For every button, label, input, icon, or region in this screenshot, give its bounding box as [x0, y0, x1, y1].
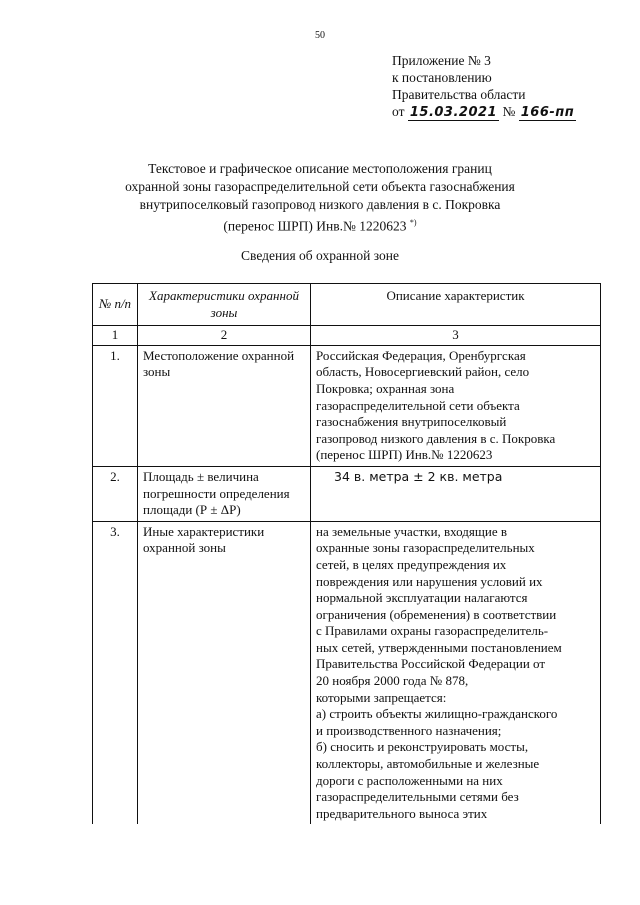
table-row [93, 521, 601, 824]
title-line-2: охранной зоны газораспределительной сети объекта газоснабжения [125, 179, 515, 194]
row-num: 3. [93, 521, 138, 824]
appendix-line-2: к постановлению [392, 70, 492, 85]
resolution-date: 15.03.2021 [409, 105, 498, 120]
row-description [311, 466, 601, 521]
row-description: Российская Федерация, Оренбургская область, Новосергиевский район, село Покровка; охранная зона газораспределительной сети объекта газоснабжения внутрипоселковый газопровод низкого давления в с. Покровка (перенос ШРП) Инв.№ 1220623 [311, 345, 601, 466]
title-line-4 [100, 214, 540, 236]
title-line-3: внутрипоселковый газопровод низкого давления в с. Покровка [139, 197, 501, 212]
number-label: № [502, 104, 516, 119]
header-characteristic: Характеристики охранной зоны [138, 284, 311, 326]
row-characteristic: Иные характеристики охранной зоны [138, 521, 311, 824]
appendix-block [392, 52, 622, 121]
area-value: 34 в. метра ± 2 кв. метра [334, 468, 503, 484]
table-row [93, 345, 601, 466]
title-line-4-text: (перенос ШРП) Инв.№ 1220623 [223, 218, 407, 234]
row-description: на земельные участки, входящие в охранные зоны газораспределительных сетей, в целях предупреждения их повреждения или нарушения условий их нормальной эксплуатации налагаются ограничения (обременения) в соответствии с Правилами охраны газораспределитель- ных сетей, утвержденными постановлением Правительства Российской Федерации от 20 ноября 2000 года № 878, которыми запрещается: а) строить объекты жилищно-гражданского и производственного назначения; б) сносить и реконструировать мосты, коллекторы, автомобильные и железные дороги с расположенными на них газораспределительными сетями без предварительного выноса этих [311, 521, 601, 824]
row-num: 2. [93, 466, 138, 521]
row-num: 1. [93, 345, 138, 466]
footnote-mark: *) [409, 218, 417, 227]
section-subtitle: Сведения об охранной зоне [241, 248, 399, 263]
zone-info-table [92, 283, 601, 824]
column-number-2: 2 [138, 326, 311, 346]
row-characteristic: Площадь ± величина погрешности определения площади (Р ± ΔР) [138, 466, 311, 521]
resolution-number: 166-пп [520, 105, 575, 120]
header-num: № п/п [93, 284, 138, 326]
appendix-line-3: Правительства области [392, 87, 526, 102]
appendix-line-1: Приложение № 3 [392, 53, 491, 68]
column-number-row [93, 326, 601, 346]
header-description: Описание характеристик [311, 284, 601, 326]
document-title [100, 160, 540, 236]
appendix-date-line [392, 103, 622, 121]
table-row [93, 466, 601, 521]
from-label: от [392, 104, 405, 119]
column-number-3: 3 [311, 326, 601, 346]
row-characteristic: Местоположение охранной зоны [138, 345, 311, 466]
page-number: 50 [315, 30, 325, 41]
table-header-row [93, 284, 601, 326]
title-line-1: Текстовое и графическое описание местоположения границ [148, 161, 492, 176]
column-number-1: 1 [93, 326, 138, 346]
